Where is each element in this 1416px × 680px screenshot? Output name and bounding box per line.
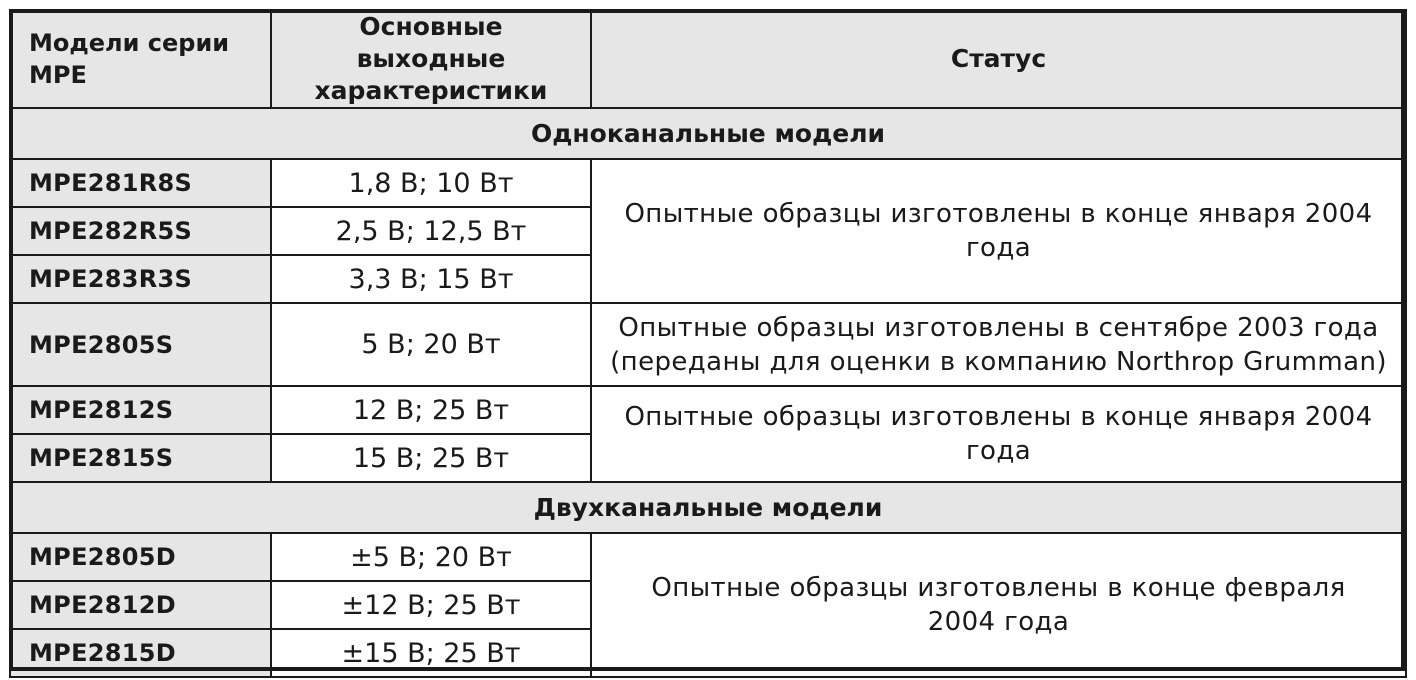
status-cell: Опытные образцы изготовлены в конце января 2004 года [591,159,1406,303]
model-cell: MPE2815S [10,434,271,482]
spec-cell: ±5 В; 20 Вт [271,533,591,581]
spec-cell: 12 В; 25 Вт [271,386,591,434]
spec-cell: ±15 В; 25 Вт [271,629,591,677]
header-status: Статус [591,10,1406,108]
status-line1: Опытные образцы изготовлены в конце февраля [651,573,1346,603]
model-cell: MPE281R8S [10,159,271,207]
model-cell: MPE282R5S [10,207,271,255]
model-cell: MPE2805S [10,303,271,386]
spec-cell: 2,5 В; 12,5 Вт [271,207,591,255]
status-cell: Опытные образцы изготовлены в конце января 2004 года [591,386,1406,482]
section-title-dual: Двухканальные модели [10,482,1406,533]
spec-cell: 5 В; 20 Вт [271,303,591,386]
model-cell: MPE283R3S [10,255,271,303]
spec-cell: 15 В; 25 Вт [271,434,591,482]
header-specs-line1: Основные выходные [356,12,506,73]
spec-cell: ±12 В; 25 Вт [271,581,591,629]
spec-cell: 3,3 В; 15 Вт [271,255,591,303]
status-line2: 2004 года [927,607,1070,637]
model-cell: MPE2815D [10,629,271,677]
header-specs-line2: характеристики [314,76,548,105]
table-outer-border [9,9,1405,671]
model-cell: MPE2812D [10,581,271,629]
model-cell: MPE2812S [10,386,271,434]
status-line2: (переданы для оценки в компанию Northrop Grumman) [610,346,1387,377]
model-cell: MPE2805D [10,533,271,581]
header-model: Модели серии MPE [10,10,271,108]
section-title-single: Одноканальные модели [10,108,1406,159]
spec-cell: 1,8 В; 10 Вт [271,159,591,207]
status-line1: Опытные образцы изготовлены в сентябре 2003 года [618,312,1379,343]
